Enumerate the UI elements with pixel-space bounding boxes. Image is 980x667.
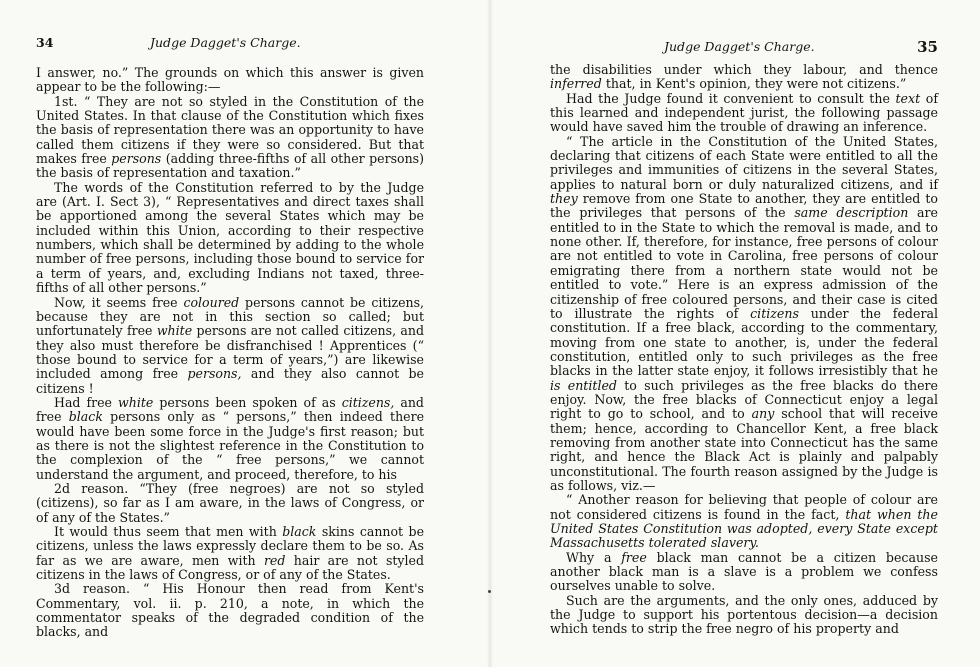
- paragraph: [550, 92, 938, 135]
- italic-text: they: [550, 191, 578, 207]
- paragraph: [550, 135, 938, 494]
- italic-text: citizens,: [341, 394, 395, 410]
- left-page-number: 34: [36, 35, 54, 50]
- right-page: [550, 36, 938, 637]
- left-page-body: [36, 66, 424, 640]
- book-gutter: [487, 0, 493, 667]
- italic-text: black: [68, 409, 103, 425]
- text-run: Had the Judge found it convenient to consult the: [566, 90, 896, 106]
- text-run: of this learned and independent jurist, the following passage would have saved him the trouble of drawing an inference.: [550, 90, 939, 135]
- text-run: Now, it seems free: [54, 294, 184, 310]
- text-run: remove from one State to another, they are entitled to the privileges that persons of the: [550, 191, 938, 221]
- text-run: persons cannot be citizens, because they are not in this section so called; but unfortunately free: [36, 294, 424, 339]
- text-run: to such privileges as the free blacks do there enjoy. Now, the free blacks of Connecticut enjoy a legal right to go to school, and to: [550, 377, 938, 422]
- text-run: the disabilities under which they labour, and thence: [550, 62, 938, 77]
- paragraph: [550, 594, 938, 637]
- italic-text: white: [118, 394, 154, 410]
- italic-text: red: [263, 552, 286, 568]
- left-page: [36, 36, 424, 640]
- italic-text: black: [282, 524, 317, 539]
- text-run: 1st. “ They are not so styled in the Constitution of the United States. In that clause of the Constitution which fixes the basis of representation there was an opportunity to have called them citizens if they were so considered. But that makes free: [36, 93, 424, 167]
- text-run: school that will receive them; hence, according to Chancellor Kent, a free black removing from another state into Connecticut has the same right, and hence the Black Act is plainly and palpably unconstitutional. The fourth reason assigned by the Judge is as follows, viz.—: [550, 406, 938, 493]
- paragraph: [36, 525, 424, 582]
- text-run: Why a: [566, 549, 622, 565]
- text-run: under the federal constitution. If a free black, according to the commentary, moving from one state to another, is, under the federal constitution, entitled only to such privileges as the free blacks in the latter state enjoy, it follows irresistibly that he: [550, 305, 938, 379]
- italic-text: citizens: [750, 305, 799, 321]
- italic-text: that when the United States Constitution was adopted, every State except Massachusetts tolerated slavery.: [550, 506, 938, 551]
- italic-text: coloured: [183, 294, 240, 310]
- text-run: skins cannot be citizens, unless the laws expressly declare them to be so. As far as we are aware, men with: [36, 524, 424, 568]
- paragraph: [36, 396, 424, 482]
- paragraph: [36, 181, 424, 296]
- text-run: I answer, no.” The grounds on which this answer is given appear to be the following:—: [36, 65, 424, 95]
- italic-text: same description: [794, 205, 909, 221]
- paragraph: [36, 482, 424, 525]
- text-run: persons only as “ persons,” then indeed there would have been some force in the Judge's first reason; but as there is not the slightest reference in the Constitution to the complexion of the “ free persons,” we cannot understand the argument, and proceed, therefore, to his: [36, 409, 425, 482]
- right-page-number: 35: [917, 38, 938, 56]
- text-run: are entitled to in the State to which the removal is made, and to none other. If, therefore, for instance, free persons of colour are not entitled to vote in Carolina, free persons of colour emigrating there from a northern state would not be entitled to vote.” Here is an express admission of the citizenship of free coloured persons, and their case is cited to illustrate the rights of: [550, 205, 938, 321]
- paragraph: [550, 493, 938, 550]
- italic-text: is entitled: [550, 377, 617, 393]
- text-run: black man cannot be a citizen because another black man is a slave is a problem we confess ourselves unable to solve.: [550, 549, 938, 594]
- paragraph: [36, 296, 424, 396]
- text-run: hair are not styled citizens in the laws of Congress, or of any of the States.: [36, 552, 424, 583]
- right-running-head: [550, 36, 938, 54]
- gutter-speck: [488, 590, 491, 593]
- italic-text: free: [621, 549, 647, 565]
- paragraph: [550, 63, 938, 92]
- text-run: (adding three-fifths of all other persons) the basis of representation and taxation.”: [36, 151, 424, 181]
- italic-text: white: [156, 323, 193, 339]
- italic-text: inferred: [550, 76, 602, 92]
- paragraph: [550, 551, 938, 594]
- text-run: and free: [36, 394, 424, 425]
- paragraph: [36, 582, 424, 639]
- text-run: “ Another reason for believing that people of colour are not considered citizens is found in the fact,: [550, 492, 938, 522]
- paragraph: [36, 95, 424, 181]
- italic-text: persons: [111, 151, 162, 167]
- left-running-title: Judge Dagget's Charge.: [150, 35, 301, 50]
- text-run: that, in Kent's opinion, they were not citizens.”: [601, 76, 907, 92]
- text-run: persons been spoken of as: [153, 394, 342, 410]
- text-run: and they also cannot be citizens !: [36, 366, 424, 396]
- text-run: Such are the arguments, and the only ones, adduced by the Judge to support his portentous decision—a decision which tends to strip the free negro of his property and: [550, 592, 938, 637]
- right-running-title: Judge Dagget's Charge.: [664, 39, 815, 54]
- text-run: Had free: [54, 394, 119, 410]
- text-run: 2d reason. “They (free negroes) are not so styled (citizens), so far as I am aware, in the laws of Congress, or of any of the States.”: [36, 480, 424, 525]
- text-run: persons are not called citizens, and they also must therefore be disfranchised ! Apprentices (“ those bound to service for a term of years,”) are likewise included among free: [36, 323, 425, 382]
- text-run: 3d reason. “ His Honour then read from Kent's Commentary, vol. ii. p. 210, a note, in which the commentator speaks of the degraded condition of the blacks, and: [36, 581, 424, 640]
- text-run: “ The article in the Constitution of the United States, declaring that citizens of each State were entitled to all the privileges and immunities of citizens in the several States, applies to natural born or duly naturalized citizens, and if: [550, 133, 938, 192]
- italic-text: any: [751, 406, 775, 422]
- text-run: It would thus seem that men with: [54, 524, 283, 539]
- italic-text: text: [895, 90, 921, 106]
- right-page-body: [550, 63, 938, 637]
- italic-text: persons,: [187, 366, 242, 382]
- left-running-head: [36, 36, 424, 54]
- paragraph: [36, 66, 424, 95]
- text-run: The words of the Constitution referred to by the Judge are (Art. I. Sect 3), “ Representatives and direct taxes shall be apportioned among the several States which may be included within this Union, according to their respective numbers, which shall be determined by adding to the whole number of free persons, including those bound to service for a term of years, and, excluding Indians not taxed, three-fifths of all other persons.”: [36, 179, 424, 296]
